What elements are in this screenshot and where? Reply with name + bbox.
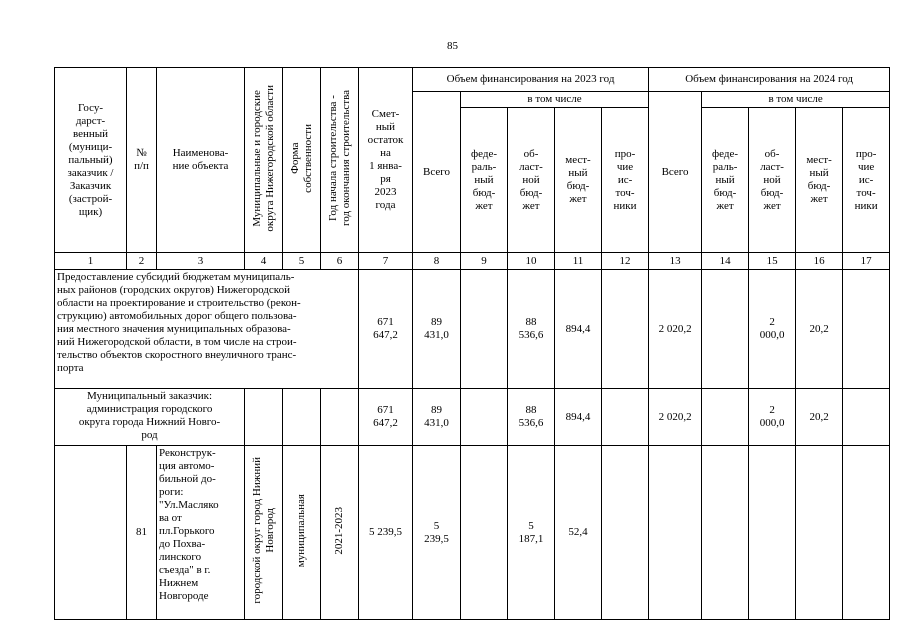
customer-total-2023: 89 431,0 bbox=[413, 389, 461, 446]
customer-total-2024: 2 020,2 bbox=[649, 389, 702, 446]
header-total-2024: Всего bbox=[649, 92, 702, 253]
header-ownership: Форма собственности bbox=[283, 68, 321, 253]
customer-local-2024: 20,2 bbox=[796, 389, 843, 446]
object-num: 81 bbox=[127, 446, 157, 620]
header-other-2023: про- чие ис- точ- ники bbox=[602, 108, 649, 253]
object-total-2023: 5 239,5 bbox=[413, 446, 461, 620]
header-years: Год начала строительства - год окончания строительства bbox=[321, 68, 359, 253]
object-local-2023: 52,4 bbox=[555, 446, 602, 620]
section-federal-2023 bbox=[461, 270, 508, 389]
section-local-2024: 20,2 bbox=[796, 270, 843, 389]
column-number-row bbox=[55, 253, 890, 270]
header-other-2024: про- чие ис- точ- ники bbox=[843, 108, 890, 253]
customer-description: Муниципальный заказчик: администрация городского округа города Нижний Новго- род bbox=[55, 389, 245, 446]
object-name: Реконструк- ция автомо- бильной до- роги: "Ул.Масляко ва от пл.Горького до Похва- линского съезда" в г. Нижнем Новгороде bbox=[157, 446, 245, 620]
col-number: 10 bbox=[508, 253, 555, 270]
col-number: 4 bbox=[245, 253, 283, 270]
object-ownership: муниципальная bbox=[283, 446, 321, 620]
object-municipality: городской округ город Нижний Новгород bbox=[245, 446, 283, 620]
col-number: 2 bbox=[127, 253, 157, 270]
header-including-2024: в том числе bbox=[702, 92, 890, 108]
page-number: 85 bbox=[447, 40, 458, 52]
section-other-2024 bbox=[843, 270, 890, 389]
header-fin-2024: Объем финансирования на 2024 год bbox=[649, 68, 890, 92]
col-number: 12 bbox=[602, 253, 649, 270]
section-regional-2024: 2 000,0 bbox=[749, 270, 796, 389]
object-regional-2023: 5 187,1 bbox=[508, 446, 555, 620]
object-years: 2021-2023 bbox=[321, 446, 359, 620]
object-remainder: 5 239,5 bbox=[359, 446, 413, 620]
col-number: 5 bbox=[283, 253, 321, 270]
header-local-2024: мест- ный бюд- жет bbox=[796, 108, 843, 253]
header-total-2023: Всего bbox=[413, 92, 461, 253]
financing-table bbox=[54, 67, 890, 620]
header-regional-2023: об- ласт- ной бюд- жет bbox=[508, 108, 555, 253]
section-row bbox=[55, 270, 890, 389]
header-municipality: Муниципальные и городские округа Нижегородской области bbox=[245, 68, 283, 253]
section-remainder: 671 647,2 bbox=[359, 270, 413, 389]
header-federal-2023: феде- раль- ный бюд- жет bbox=[461, 108, 508, 253]
section-regional-2023: 88 536,6 bbox=[508, 270, 555, 389]
customer-row bbox=[55, 389, 890, 446]
col-number: 16 bbox=[796, 253, 843, 270]
section-local-2023: 894,4 bbox=[555, 270, 602, 389]
header-remainder: Смет- ный остаток на 1 янва- ря 2023 года bbox=[359, 68, 413, 253]
header-fin-2023: Объем финансирования на 2023 год bbox=[413, 68, 649, 92]
header-including-2023: в том числе bbox=[461, 92, 649, 108]
col-number: 15 bbox=[749, 253, 796, 270]
header-regional-2024: об- ласт- ной бюд- жет bbox=[749, 108, 796, 253]
header-object-name: Наименова- ние объекта bbox=[157, 68, 245, 253]
header-num: № п/п bbox=[127, 68, 157, 253]
customer-regional-2024: 2 000,0 bbox=[749, 389, 796, 446]
col-number: 17 bbox=[843, 253, 890, 270]
col-number: 11 bbox=[555, 253, 602, 270]
section-total-2024: 2 020,2 bbox=[649, 270, 702, 389]
customer-regional-2023: 88 536,6 bbox=[508, 389, 555, 446]
col-number: 14 bbox=[702, 253, 749, 270]
header-federal-2024: феде- раль- ный бюд- жет bbox=[702, 108, 749, 253]
section-other-2023 bbox=[602, 270, 649, 389]
object-row bbox=[55, 446, 890, 620]
col-number: 1 bbox=[55, 253, 127, 270]
col-number: 9 bbox=[461, 253, 508, 270]
customer-local-2023: 894,4 bbox=[555, 389, 602, 446]
col-number: 3 bbox=[157, 253, 245, 270]
col-number: 8 bbox=[413, 253, 461, 270]
section-total-2023: 89 431,0 bbox=[413, 270, 461, 389]
col-number: 7 bbox=[359, 253, 413, 270]
header-local-2023: мест- ный бюд- жет bbox=[555, 108, 602, 253]
section-description: Предоставление субсидий бюджетам муниципаль- ных районов (городских округов) Нижегородской области на проектирование и строительство (рекон- струкцию) автомобильных дорог общего пользова- ния местного значения муниципальных образова- ний Нижегородской области, в том числе на строи- тельство объектов скоростного внеуличного транс- порта bbox=[55, 270, 359, 389]
col-number: 6 bbox=[321, 253, 359, 270]
section-federal-2024 bbox=[702, 270, 749, 389]
col-number: 13 bbox=[649, 253, 702, 270]
customer-remainder: 671 647,2 bbox=[359, 389, 413, 446]
header-customer: Госу- дарст- венный (муници- пальный) заказчик / Заказчик (застрой- щик) bbox=[55, 68, 127, 253]
